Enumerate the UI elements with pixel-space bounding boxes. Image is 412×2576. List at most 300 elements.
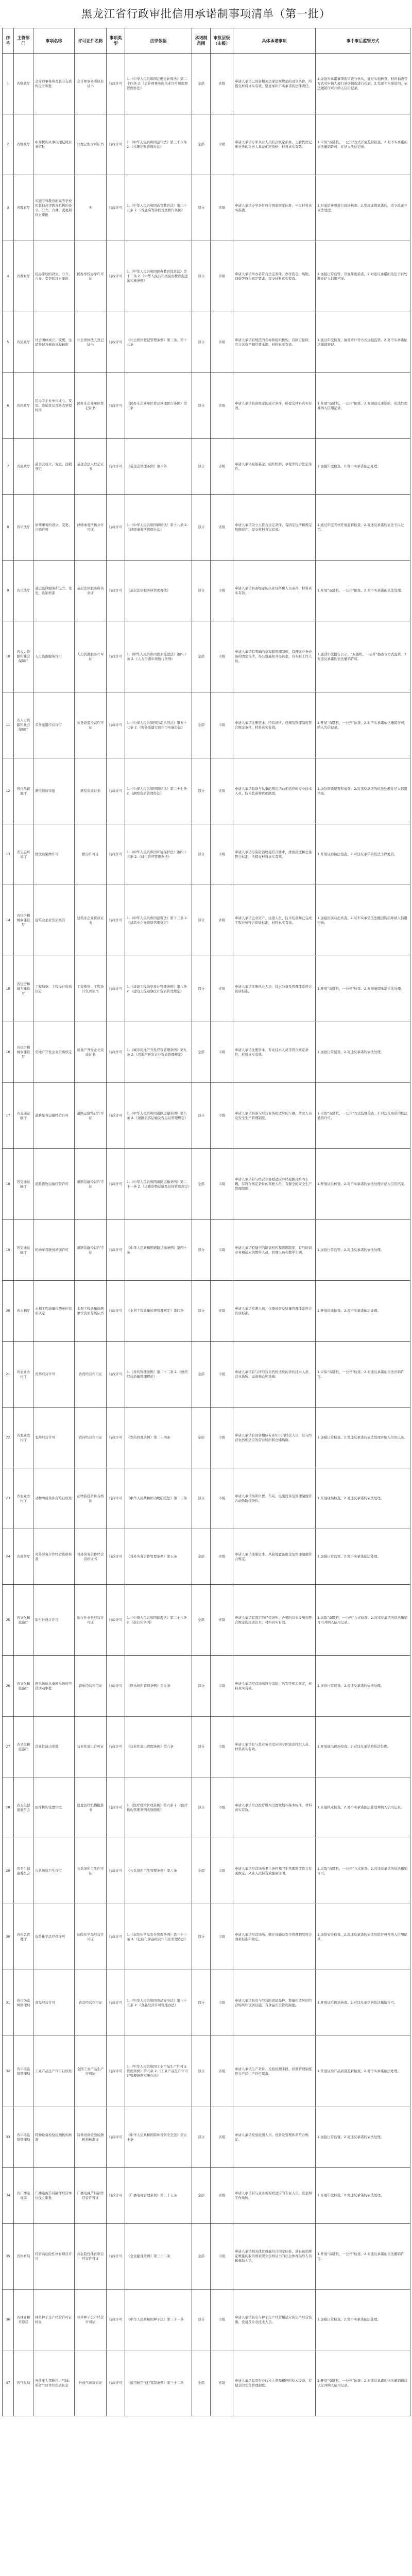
legal-basis-cell: 1.《中华人民共和国测绘法》第二十七条 2.《测绘资质管理办法》 xyxy=(125,758,192,824)
approval-level-cell: 省级 xyxy=(211,2036,233,2107)
table-row xyxy=(3,1022,410,1083)
supervision-method-cell: 1.采取“双随机、一公开”方式监督检查。2.对违反承诺的依法撤销许可。 xyxy=(316,1083,410,1149)
approval-level-cell: 省级 xyxy=(211,373,233,439)
row-number-cell: 3 xyxy=(3,175,14,241)
commitment-content-cell: 申请人承诺符合医疗机构设置规划和基本标准，材料真实有效。 xyxy=(233,1777,316,1838)
permit-certificate-name-cell: 民办学校办学许可证 xyxy=(75,241,107,312)
supervision-method-cell: 1.开展“双随机、一公开”抽查。2.对不实承诺的依法处理。 xyxy=(316,561,410,621)
permit-certificate-name-cell: 基层法律服务所执业证 xyxy=(75,561,107,621)
legal-basis-cell: 1.《兽药管理条例》第二十二条 2.《兽药经营质量管理规范》 xyxy=(125,1342,192,1408)
column-header: 事项类型 xyxy=(107,28,125,54)
commitment-scope-cell: 部分 xyxy=(192,1220,211,1281)
item-type-cell: 行政许可 xyxy=(107,1904,125,1970)
commitment-scope-cell: 部分 xyxy=(192,1083,211,1149)
item-name-cell: 测绘资质审批 xyxy=(33,758,75,824)
commitment-scope-cell: 部分 xyxy=(192,1468,211,1529)
table-row xyxy=(3,1717,410,1777)
item-type-cell: 行政许可 xyxy=(107,885,125,956)
competent-department-cell: 省自然资源厅 xyxy=(14,758,33,824)
commitment-content-cell: 申请人承诺注册资本、风险处置备用金及管理制度符合规定。 xyxy=(233,1529,316,1585)
commitment-content-cell: 申请人承诺有与所经营兽药相适应的兽药技术人员、营业场所、设备和仓库设施。 xyxy=(233,1342,316,1408)
supervision-method-cell: 1.开展演出现场检查。2.对违反承诺的依法处理。 xyxy=(316,1717,410,1777)
column-header: 许可证件名称 xyxy=(75,28,107,54)
permit-certificate-name-cell: 高危险性体育项目经营许可证 xyxy=(75,2224,107,2290)
item-name-cell: 机动车驾驶员培训许可 xyxy=(33,1220,75,1281)
supervision-method-cell: 1.加强日常监管。2.对不实承诺依法处理。 xyxy=(316,1529,410,1585)
approval-level-cell: 省级 xyxy=(211,175,233,241)
item-name-cell: 经营高危险性体育项目许可 xyxy=(33,2224,75,2290)
commitment-scope-cell: 部分 xyxy=(192,1656,211,1717)
document-title: 黑龙江省行政审批信用承诺制事项清单（第一批） xyxy=(81,8,331,20)
commitment-content-cell: 申请人承诺污染防治设施符合要求，排放浓度和总量符合标准，所提交材料真实有效。 xyxy=(233,824,316,885)
table-row xyxy=(3,1838,410,1904)
approval-level-cell: 市级 xyxy=(211,1342,233,1408)
row-number-cell: 18 xyxy=(3,1149,14,1220)
competent-department-cell: 省民政厅 xyxy=(14,312,33,373)
supervision-method-cell: 1.开展“双随机、一公开”检查。2.发现虚假承诺依法处理。 xyxy=(316,956,410,1022)
approval-level-cell: 市级 xyxy=(211,1468,233,1529)
item-name-cell: 林草种子生产经营许可证核发 xyxy=(33,2290,75,2350)
row-number-cell: 36 xyxy=(3,2290,14,2350)
competent-department-cell: 省司法厅 xyxy=(14,495,33,561)
table-row xyxy=(3,373,410,439)
row-number-cell: 25 xyxy=(3,1585,14,1656)
approval-level-cell: 市级 xyxy=(211,1838,233,1904)
approval-level-cell: 省级 xyxy=(211,758,233,824)
item-type-cell: 行政许可 xyxy=(107,2224,125,2290)
commitment-scope-cell: 全部 xyxy=(192,114,211,175)
row-number-cell: 32 xyxy=(3,2036,14,2107)
commitment-content-cell: 申请人承诺有与经营业务相适应并经检测合格的车辆，有符合规定条件的驾驶人员，有健全的安全生产管理制度。 xyxy=(233,1149,316,1220)
item-name-cell: 民办非企业单位成立、变更、注销登记及修改章程核准 xyxy=(33,373,75,439)
item-name-cell: 实施专科教育的高等学校和其他高等教育机构的设立、分立、合并、变更和终止审批 xyxy=(33,175,75,241)
legal-basis-cell: 《基金会管理条例》第六条 xyxy=(125,439,192,495)
commitment-content-cell: 申请人承诺注册执业人员、技术装备及管理体系符合资质标准。 xyxy=(233,956,316,1022)
permit-certificate-name-cell: 对外劳务合作经营资格证书 xyxy=(75,1529,107,1585)
commitment-content-cell: 申请人承诺检验检测人员、设备及管理体系符合规定。 xyxy=(233,2107,316,2168)
table-row xyxy=(3,1656,410,1717)
item-type-cell: 行政许可 xyxy=(107,495,125,561)
legal-basis-cell: 《公共场所卫生管理条例》第八条 xyxy=(125,1838,192,1904)
supervision-method-cell: 1.通过年度报告公示、“双随机、一公开”抽查等方式监管。2.对违反承诺的依法撤销许可。 xyxy=(316,621,410,692)
legal-basis-cell: 1.《城市房地产开发经营管理条例》第九条 2.《房地产开发企业资质管理规定》 xyxy=(125,1022,192,1083)
table-row xyxy=(3,1408,410,1468)
legal-basis-cell: 《基层法律服务所管理办法》 xyxy=(125,561,192,621)
item-name-cell: 公共场所卫生许可 xyxy=(33,1838,75,1904)
supervision-method-cell: 1.开展“双随机、一公开”检查。2.对违反承诺的依法撤销许可。 xyxy=(316,2224,410,2290)
table-row xyxy=(3,2036,410,2107)
legal-basis-cell: 《中华人民共和国道路运输条例》第四十条 xyxy=(125,1220,192,1281)
supervision-method-cell: 1.加强年度检查。2.对不实承诺依法处理。 xyxy=(316,439,410,495)
supervision-method-cell: 1.采取“双随机、一公开”方式检查。2.对违反承诺的依法撤销许可并纳入信用记录。 xyxy=(316,1585,410,1656)
competent-department-cell: 省市场监督管理局 xyxy=(14,1970,33,2036)
approval-level-cell: 省级 xyxy=(211,2107,233,2168)
supervision-method-cell: 1.开展执业检查。2.对不实承诺依法处理并纳入信用记录。 xyxy=(316,1777,410,1838)
row-number-cell: 11 xyxy=(3,692,14,758)
competent-department-cell: 省教育厅 xyxy=(14,175,33,241)
legal-basis-cell: 1.《中华人民共和国环境保护法》第四十五条 2.《排污许可管理办法》 xyxy=(125,824,192,885)
legal-basis-cell: 1.《中华人民共和国就业促进法》第四十条 2.《人力资源市场暂行条例》 xyxy=(125,621,192,692)
column-header: 承诺制范围 xyxy=(192,28,211,54)
commitment-scope-cell: 全部 xyxy=(192,2168,211,2224)
item-type-cell: 行政许可 xyxy=(107,1408,125,1468)
item-name-cell: 律师事务所设立、变更、注销许可 xyxy=(33,495,75,561)
competent-department-cell: 省卫生健康委员会 xyxy=(14,1838,33,1904)
table-row xyxy=(3,175,410,241)
commitment-scope-cell: 全部 xyxy=(192,2350,211,2416)
commitment-content-cell: 申请人承诺具有与经营的食品品种、数量相适应的经营场所和设备设施，有食品安全管理制度。 xyxy=(233,1970,316,2036)
permit-certificate-name-cell: 设置医疗机构批准书 xyxy=(75,1777,107,1838)
approval-level-cell: 市级 xyxy=(211,692,233,758)
permit-certificate-name-cell: 劳务派遣经营许可证 xyxy=(75,692,107,758)
legal-basis-cell: 《社会团体登记管理条例》第三条、第十八条 xyxy=(125,312,192,373)
legal-basis-cell: 1.《中华人民共和国道路运输条例》第八条 2.《道路旅客运输及客运站管理规定》 xyxy=(125,1083,192,1149)
commitment-content-cell: 申请人承诺注册资本、经营场所、设施及管理制度符合规定条件，材料真实有效。 xyxy=(233,692,316,758)
legal-basis-cell: 《对外劳务合作管理条例》第五条 xyxy=(125,1529,192,1585)
competent-department-cell: 省住房和城乡建设厅 xyxy=(14,885,33,956)
column-header: 事中事后监管方式 xyxy=(316,28,410,54)
supervision-method-cell: 1.加强对承诺事项的审查与核实，通过实地核查、材料抽查等方式对申请人履行承诺情况进行检查。2.发现不实承诺的，依法撤销许可并纳入信用记录。 xyxy=(316,54,410,114)
commitment-scope-cell: 部分 xyxy=(192,495,211,561)
permit-certificate-name-cell: 道路运输经营许可证 xyxy=(75,1149,107,1220)
competent-department-cell: 省交通运输厅 xyxy=(14,1149,33,1220)
approval-level-cell: 市级 xyxy=(211,1220,233,1281)
table-row xyxy=(3,2168,410,2224)
supervision-method-cell: 1.加强日常巡查。2.对违反承诺的依法处理。 xyxy=(316,1656,410,1717)
table-row xyxy=(3,114,410,175)
supervision-method-cell: 1.加强安全检查。2.对违反承诺的依法吊销许可并纳入信用记录。 xyxy=(316,1904,410,1970)
item-type-cell: 行政许可 xyxy=(107,241,125,312)
item-type-cell: 行政许可 xyxy=(107,621,125,692)
legal-basis-cell: 《中华人民共和国动物防疫法》第二十条 xyxy=(125,1468,192,1529)
row-number-cell: 37 xyxy=(3,2350,14,2416)
supervision-method-cell: 1.加强日常监管，开展年度检查。2.对违反承诺的依法予以处理并记入信用档案。 xyxy=(316,241,410,312)
approval-level-cell: 省级 xyxy=(211,439,233,495)
row-number-cell: 21 xyxy=(3,1342,14,1408)
table-row xyxy=(3,1149,410,1220)
item-type-cell: 行政许可 xyxy=(107,758,125,824)
approval-level-cell: 省级 xyxy=(211,1281,233,1342)
table-row xyxy=(3,1468,410,1529)
item-type-cell: 行政许可 xyxy=(107,1342,125,1408)
legal-basis-cell: 1.《中华人民共和国会计法》第三十六条 2.《代理记账管理办法》 xyxy=(125,114,192,175)
row-number-cell: 12 xyxy=(3,758,14,824)
approval-level-cell: 市级 xyxy=(211,1717,233,1777)
table-row xyxy=(3,758,410,824)
supervision-method-cell: 1.加强日常巡查。2.对违反承诺的依法处理。 xyxy=(316,1022,410,1083)
item-type-cell: 行政许可 xyxy=(107,1838,125,1904)
table-row xyxy=(3,1970,410,2036)
approval-level-cell: 省级 xyxy=(211,312,233,373)
table-row xyxy=(3,241,410,312)
item-type-cell: 行政许可 xyxy=(107,312,125,373)
permit-certificate-name-cell: 道路运输经营许可证 xyxy=(75,1083,107,1149)
commitment-scope-cell: 全部 xyxy=(192,1149,211,1220)
item-name-cell: 道路旅客运输经营许可 xyxy=(33,1083,75,1149)
commitment-scope-cell: 部分 xyxy=(192,1717,211,1777)
item-type-cell: 行政许可 xyxy=(107,561,125,621)
permit-certificate-name-cell: 升放气球资质证 xyxy=(75,2350,107,2416)
commitment-content-cell: 申请人承诺场所位置、布局、设施设备及管理制度符合动物防疫条件。 xyxy=(233,1468,316,1529)
legal-basis-cell: 《广播电视管理条例》第三十五条 xyxy=(125,2168,192,2224)
permit-certificate-name-cell: 工程勘察、工程设计资质证书 xyxy=(75,956,107,1022)
legal-basis-cell: 1.《中华人民共和国民办教育促进法》第十二条 2.《中华人民共和国民办教育促进法实施条例》 xyxy=(125,241,192,312)
row-number-cell: 6 xyxy=(3,373,14,439)
competent-department-cell: 省财政厅 xyxy=(14,54,33,114)
permit-certificate-name-cell: 律师事务所执业许可证 xyxy=(75,495,107,561)
item-type-cell: 行政许可 xyxy=(107,824,125,885)
commitment-content-cell: 申请人承诺经营场所、储存设施及安全管理制度符合国家标准和规定。 xyxy=(233,1904,316,1970)
supervision-method-cell: 1.开展证后执法检查。2.对违反承诺的依法予以处罚。 xyxy=(316,824,410,885)
table-row xyxy=(3,1529,410,1585)
competent-department-cell: 省交通运输厅 xyxy=(14,1083,33,1149)
item-name-cell: 对外劳务合作经营资格核准 xyxy=(33,1529,75,1585)
legal-basis-cell: 《营业性演出管理条例》第六条 xyxy=(125,1717,192,1777)
item-type-cell: 行政许可 xyxy=(107,1149,125,1220)
approval-level-cell: 市级 xyxy=(211,2224,233,2290)
legal-basis-cell: 1.《医疗机构管理条例》第九条 2.《医疗机构管理条例实施细则》 xyxy=(125,1777,192,1838)
competent-department-cell: 省商务厅 xyxy=(14,1529,33,1585)
supervision-method-cell: 1.采取“双随机、一公开”方式抽查。2.对违反承诺的依法撤销许可。 xyxy=(316,1838,410,1904)
commitment-content-cell: 申请人承诺有与业务规模相适应的专业人员、资金和工作场所。 xyxy=(233,2168,316,2224)
row-number-cell: 30 xyxy=(3,1904,14,1970)
table-row xyxy=(3,1777,410,1838)
competent-department-cell: 省农业农村厅 xyxy=(14,1342,33,1408)
commitment-scope-cell: 部分 xyxy=(192,2036,211,2107)
permit-certificate-name-cell: 食品经营许可证 xyxy=(75,1970,107,2036)
commitment-content-cell: 申请人承诺有与其业务相适应的专职演出经纪人员，材料真实有效。 xyxy=(233,1717,316,1777)
commitment-scope-cell: 部分 xyxy=(192,1970,211,2036)
item-type-cell: 行政许可 xyxy=(107,1083,125,1149)
row-number-cell: 9 xyxy=(3,561,14,621)
competent-department-cell: 省体育局 xyxy=(14,2224,33,2290)
commitment-content-cell: 申请人承诺具备规定的成立条件，所提交材料真实有效。 xyxy=(233,373,316,439)
legal-basis-cell: 《农药管理条例》第二十四条 xyxy=(125,1408,192,1468)
commitment-content-cell: 申请人承诺专职从业人员符合规定条件，主管代理记账业务的负责人具备相应资格，材料真实有效。 xyxy=(233,114,316,175)
item-name-cell: 医疗机构设置审批 xyxy=(33,1777,75,1838)
legal-basis-cell: 1.《中华人民共和国食品安全法》第三十五条 2.《食品经营许可管理办法》 xyxy=(125,1970,192,2036)
approval-level-cell: 市级 xyxy=(211,1022,233,1083)
item-type-cell: 行政许可 xyxy=(107,1585,125,1656)
column-header: 序号 xyxy=(3,28,14,54)
legal-basis-cell: 《民办非企业单位登记管理暂行条例》第三条 xyxy=(125,373,192,439)
commitment-scope-cell: 部分 xyxy=(192,2290,211,2350)
permit-certificate-name-cell: 排污许可证 xyxy=(75,824,107,885)
commitment-scope-cell: 部分 xyxy=(192,439,211,495)
row-number-cell: 33 xyxy=(3,2107,14,2168)
competent-department-cell: 省民政厅 xyxy=(14,373,33,439)
row-number-cell: 2 xyxy=(3,114,14,175)
item-type-cell: 行政许可 xyxy=(107,2290,125,2350)
item-name-cell: 民办学校的设立、分立、合并、变更和终止审批 xyxy=(33,241,75,312)
item-type-cell: 行政许可 xyxy=(107,1970,125,2036)
competent-department-cell: 省气象局 xyxy=(14,2350,33,2416)
permit-certificate-name-cell: 兽药经营许可证 xyxy=(75,1342,107,1408)
approval-level-cell: 省级 xyxy=(211,2350,233,2416)
approval-level-cell: 市级 xyxy=(211,1904,233,1970)
approval-level-cell: 市级 xyxy=(211,1656,233,1717)
table-row xyxy=(3,2107,410,2168)
table-row xyxy=(3,495,410,561)
competent-department-cell: 省林业和草原局 xyxy=(14,2290,33,2350)
column-header: 法律依据 xyxy=(125,28,192,54)
item-type-cell: 行政许可 xyxy=(107,373,125,439)
commitment-content-cell: 申请人承诺举办者符合法定条件，办学资金、场地、师资等符合规定要求，提交材料真实有效。 xyxy=(233,241,316,312)
item-name-cell: 动物防疫条件合格证核发 xyxy=(33,1468,75,1529)
row-number-cell: 22 xyxy=(3,1408,14,1468)
commitment-scope-cell: 部分 xyxy=(192,2107,211,2168)
permit-certificate-name-cell: 营业性演出许可证 xyxy=(75,1717,107,1777)
commitment-content-cell: 申请人承诺生产条件、检验检测手段、质量管理制度符合产品生产许可要求。 xyxy=(233,2036,316,2107)
commitment-content-cell: 申请人承诺有明确的章程和管理制度，有开展业务必备的固定场所、办公设施和开办资金，有专职工作人员。 xyxy=(233,621,316,692)
supervision-method-cell: 1.采取“双随机、一公开”检查。2.对违反承诺的依法吊销许可。 xyxy=(316,1342,410,1408)
permit-certificate-name-cell: 娱乐经营许可证 xyxy=(75,1656,107,1717)
item-type-cell: 行政许可 xyxy=(107,1656,125,1717)
approval-level-cell: 市级 xyxy=(211,824,233,885)
legal-basis-cell: 1.《建设工程勘察设计管理条例》第八条 2.《建设工程勘察设计资质管理规定》 xyxy=(125,956,192,1022)
commitment-content-cell: 申请人承诺设立人符合法定条件，有固定住所和规定数额资产，提交材料真实有效。 xyxy=(233,495,316,561)
table-body xyxy=(3,54,410,2416)
permit-certificate-name-cell: 全国工业产品生产许可证 xyxy=(75,2036,107,2107)
table-row xyxy=(3,692,410,758)
legal-basis-cell: 1.《中华人民共和国道路运输条例》第二十一条 2.《道路货物运输及站场管理规定》 xyxy=(125,1149,192,1220)
commitment-content-cell: 申请人承诺已具备相关法律法规规定的设立条件，所提交材料真实有效，愿意承担不实承诺的法律责任。 xyxy=(233,54,316,114)
item-name-cell: 基金会设立、变更、注销登记 xyxy=(33,439,75,495)
commitment-scope-cell: 全部 xyxy=(192,2224,211,2290)
commitment-scope-cell: 部分 xyxy=(192,175,211,241)
commitment-scope-cell: 全部 xyxy=(192,1022,211,1083)
commitment-scope-cell: 全部 xyxy=(192,1408,211,1468)
approval-level-cell: 市级 xyxy=(211,1083,233,1149)
table-row xyxy=(3,54,410,114)
commitment-content-cell: 申请人承诺经营场所符合消防、治安等相关规定，材料真实有效。 xyxy=(233,1656,316,1717)
legal-basis-cell: 1.《危险化学品安全管理条例》第三十三条 2.《危险化学品经营许可证管理办法》 xyxy=(125,1904,192,1970)
competent-department-cell: 省应急管理厅 xyxy=(14,1904,33,1970)
approval-level-cell: 市级 xyxy=(211,1408,233,1468)
commitment-scope-cell: 部分 xyxy=(192,1777,211,1838)
legal-basis-cell: 1.《中华人民共和国律师法》第十八条 2.《律师事务所管理办法》 xyxy=(125,495,192,561)
approval-level-cell: 省级 xyxy=(211,2168,233,2224)
competent-department-cell: 省司法厅 xyxy=(14,561,33,621)
approval-level-cell: 市级 xyxy=(211,621,233,692)
column-header: 审批层级（市级） xyxy=(211,28,233,54)
competent-department-cell: 省财政厅 xyxy=(14,114,33,175)
supervision-method-cell: 1.加强资质动态核查。2.对不实承诺依法撤回资质并纳入信用记录。 xyxy=(316,885,410,956)
commitment-content-cell: 申请人承诺具有与种子生产经营相适应的生产经营设施、设备及专业技术人员。 xyxy=(233,2290,316,2350)
permit-certificate-name-cell: 道路运输经营许可证 xyxy=(75,1220,107,1281)
permit-certificate-name-cell: 会计师事务所执业证书 xyxy=(75,54,107,114)
item-type-cell: 行政许可 xyxy=(107,1281,125,1342)
supervision-method-cell: 1.开展证后核查。2.对不实承诺的依法处理并记入信用档案。 xyxy=(316,1149,410,1220)
commitment-scope-cell: 部分 xyxy=(192,1281,211,1342)
table-row xyxy=(3,824,410,885)
column-header: 具体承诺事项 xyxy=(233,28,316,54)
item-type-cell: 行政许可 xyxy=(107,439,125,495)
commitment-content-cell: 申请人承诺有规范的名称和组织机构，有固定住所，有合法资产和经费来源，材料真实有效。 xyxy=(233,312,316,373)
item-name-cell: 会计师事务所及其分支机构设立审批 xyxy=(33,54,75,114)
row-number-cell: 31 xyxy=(3,1970,14,2036)
row-number-cell: 34 xyxy=(3,2168,14,2224)
table-row xyxy=(3,885,410,956)
commitment-scope-cell: 部分 xyxy=(192,885,211,956)
permit-certificate-name-cell: 测绘资质证书 xyxy=(75,758,107,824)
competent-department-cell: 省交通运输厅 xyxy=(14,1220,33,1281)
competent-department-cell: 省农业农村厅 xyxy=(14,1408,33,1468)
permit-certificate-name-cell: 代理记账许可证书 xyxy=(75,114,107,175)
approval-level-cell: 市级 xyxy=(211,2290,233,2350)
row-number-cell: 15 xyxy=(3,956,14,1022)
supervision-method-cell: 1.加强日常监督。2.对违反承诺的依法处理。 xyxy=(316,2107,410,2168)
item-type-cell: 行政许可 xyxy=(107,1468,125,1529)
permit-certificate-name-cell: 社会团体法人登记证书 xyxy=(75,312,107,373)
permit-certificate-name-cell: 旅行社业务经营许可证 xyxy=(75,1585,107,1656)
row-number-cell: 23 xyxy=(3,1468,14,1529)
item-name-cell: 娱乐场所从事娱乐场所经营活动审批 xyxy=(33,1656,75,1717)
commitment-scope-cell: 部分 xyxy=(192,373,211,439)
legal-basis-cell: 《通用航空飞行管制条例》第三十二条 xyxy=(125,2350,192,2416)
approval-level-cell: 市级 xyxy=(211,1149,233,1220)
item-name-cell: 社会团体成立、变更、注销登记及修改章程核准 xyxy=(33,312,75,373)
permit-certificate-name-cell: 农药经营许可证 xyxy=(75,1408,107,1468)
row-number-cell: 14 xyxy=(3,885,14,956)
permit-certificate-name-cell: 水利工程质量检测单位资质等级证书 xyxy=(75,1281,107,1342)
approval-level-cell: 省级 xyxy=(211,54,233,114)
supervision-method-cell: 1.开展证后现场核查。2.对违反承诺的依法撤销许可。 xyxy=(316,1970,410,2036)
competent-department-cell: 省卫生健康委员会 xyxy=(14,1777,33,1838)
table-row xyxy=(3,956,410,1022)
permit-certificate-name-cell: 房地产开发企业资质证书 xyxy=(75,1022,107,1083)
permit-certificate-name-cell: 特种设备检验检测机构核准证 xyxy=(75,2107,107,2168)
row-number-cell: 7 xyxy=(3,439,14,495)
supervision-method-cell: 1.开展“双随机、一公开”抽查。2.对违反承诺的依法撤销资质认定并纳入信用记录。 xyxy=(316,2350,410,2416)
competent-department-cell: 省人力资源和社会保障厅 xyxy=(14,621,33,692)
row-number-cell: 19 xyxy=(3,1220,14,1281)
permit-certificate-name-cell: 建筑业企业资质证书 xyxy=(75,885,107,956)
row-number-cell: 24 xyxy=(3,1529,14,1585)
competent-department-cell: 省广播电视局 xyxy=(14,2168,33,2224)
permit-certificate-name-cell: 无 xyxy=(75,175,107,241)
competent-department-cell: 省市场监督管理局 xyxy=(14,2107,33,2168)
legal-basis-cell: 《水利工程质量检测管理规定》第四条 xyxy=(125,1281,192,1342)
commitment-scope-cell: 全部 xyxy=(192,621,211,692)
legal-basis-cell: 1.《中华人民共和国高等教育法》第二十九条 2.《普通高等学校设置暂行条例》 xyxy=(125,175,192,241)
item-type-cell: 行政许可 xyxy=(107,114,125,175)
row-number-cell: 8 xyxy=(3,495,14,561)
competent-department-cell: 省文化和旅游厅 xyxy=(14,1717,33,1777)
commitment-scope-cell: 部分 xyxy=(192,561,211,621)
row-number-cell: 1 xyxy=(3,54,14,114)
approval-level-cell: 市级 xyxy=(211,1970,233,2036)
competent-department-cell: 省市场监督管理局 xyxy=(14,2036,33,2107)
approval-level-cell: 省级 xyxy=(211,956,233,1022)
supervision-method-cell: 1.采取“双随机、一公开”方式开展监督检查。2.对不实承诺的依法撤销许可，并纳入失信记录。 xyxy=(316,114,410,175)
row-number-cell: 28 xyxy=(3,1777,14,1838)
item-type-cell: 行政许可 xyxy=(107,692,125,758)
table-row xyxy=(3,2350,410,2416)
row-number-cell: 26 xyxy=(3,1656,14,1717)
table-row xyxy=(3,2224,410,2290)
item-type-cell: 行政许可 xyxy=(107,1717,125,1777)
item-name-cell: 营业性演出审批 xyxy=(33,1717,75,1777)
competent-department-cell: 省农业农村厅 xyxy=(14,1468,33,1529)
commitment-content-cell: 申请人承诺原始基金、组织机构、章程等符合法定条件。 xyxy=(233,439,316,495)
commitment-content-cell: 申请人承诺具有专业技术人员和相应的技术设备，有健全的安全管理制度。 xyxy=(233,2350,316,2416)
approval-level-cell: 省级 xyxy=(211,241,233,312)
approval-items-table xyxy=(2,28,410,2416)
item-type-cell: 行政许可 xyxy=(107,2107,125,2168)
row-number-cell: 35 xyxy=(3,2224,14,2290)
item-type-cell: 行政许可 xyxy=(107,1777,125,1838)
